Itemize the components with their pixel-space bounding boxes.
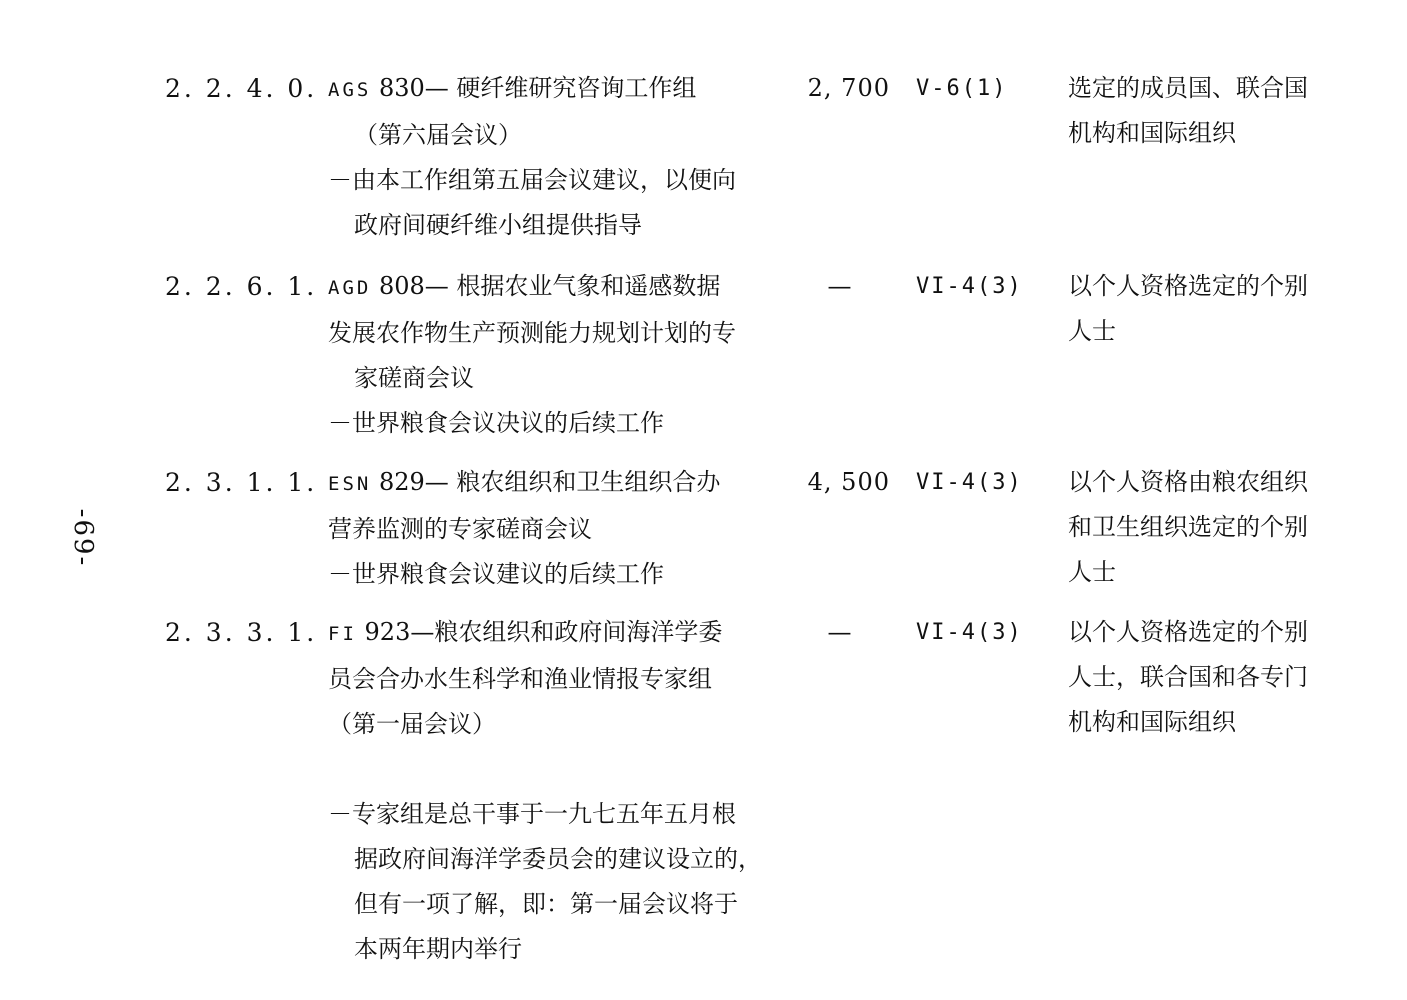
item-reference: V-6(1) [916,76,1008,101]
title-line-first: AGS 830— 硬纤维研究咨询工作组 [328,74,697,102]
title-line-first: AGD 808— 根据农业气象和遥感数据 [328,272,721,300]
item-participants: 选定的成员国、联合国 机构和国际组织 [1068,74,1308,147]
title-line: （第六届会议） [354,121,522,149]
item-code: AGD [328,277,372,299]
title-line: 据政府间海洋学委员会的建议设立的， [354,845,762,873]
item-reference: VI-4(3) [916,470,1023,495]
title-line: －专家组是总干事于一九七五年五月根 [328,800,736,828]
title-line: －由本工作组第五届会议建议，以便向 [328,166,736,194]
item-title [328,66,778,248]
item-number: 2. 3. 1. 1. [165,468,318,497]
title-line: 但有一项了解，即：第一届会议将于 [354,890,738,918]
title-line: 本两年期内举行 [354,935,522,963]
item-title [328,264,778,446]
title-line: （第一届会议） [328,710,496,738]
item-participants: 以个人资格选定的个别 人士 [1068,272,1308,345]
item-title [328,460,778,597]
title-gap [328,747,778,792]
title-line: －世界粮食会议建议的后续工作 [328,560,664,588]
item-participants: 以个人资格选定的个别 人士，联合国和各专门 机构和国际组织 [1068,618,1308,736]
item-cost: — [827,618,853,646]
item-cost: 4, 500 [807,468,890,496]
title-line-first: FI 923—粮农组织和政府间海洋学委 [328,618,723,646]
item-code: ESN [328,473,372,495]
item-number: 2. 2. 4. 0. [165,74,318,103]
title-line: 员会合办水生科学和渔业情报专家组 [328,665,712,693]
item-cost: — [827,272,853,300]
item-cost: 2, 700 [807,74,890,102]
item-reference: VI-4(3) [916,620,1023,645]
title-line: 家磋商会议 [354,364,474,392]
title-line: 营养监测的专家磋商会议 [328,515,592,543]
title-line-first: ESN 829— 粮农组织和卫生组织合办 [328,468,721,496]
item-code: FI [328,623,357,645]
item-number: 2. 3. 3. 1. [165,618,318,647]
item-title [328,610,778,972]
title-line: 发展农作物生产预测能力规划计划的专 [328,319,736,347]
page-number: -69- [68,508,98,568]
title-line: 政府间硬纤维小组提供指导 [354,211,642,239]
item-number: 2. 2. 6. 1. [165,272,318,301]
item-reference: VI-4(3) [916,274,1023,299]
item-code: AGS [328,79,372,101]
item-participants: 以个人资格由粮农组织 和卫生组织选定的个别 人士 [1068,468,1308,586]
title-line: －世界粮食会议决议的后续工作 [328,409,664,437]
